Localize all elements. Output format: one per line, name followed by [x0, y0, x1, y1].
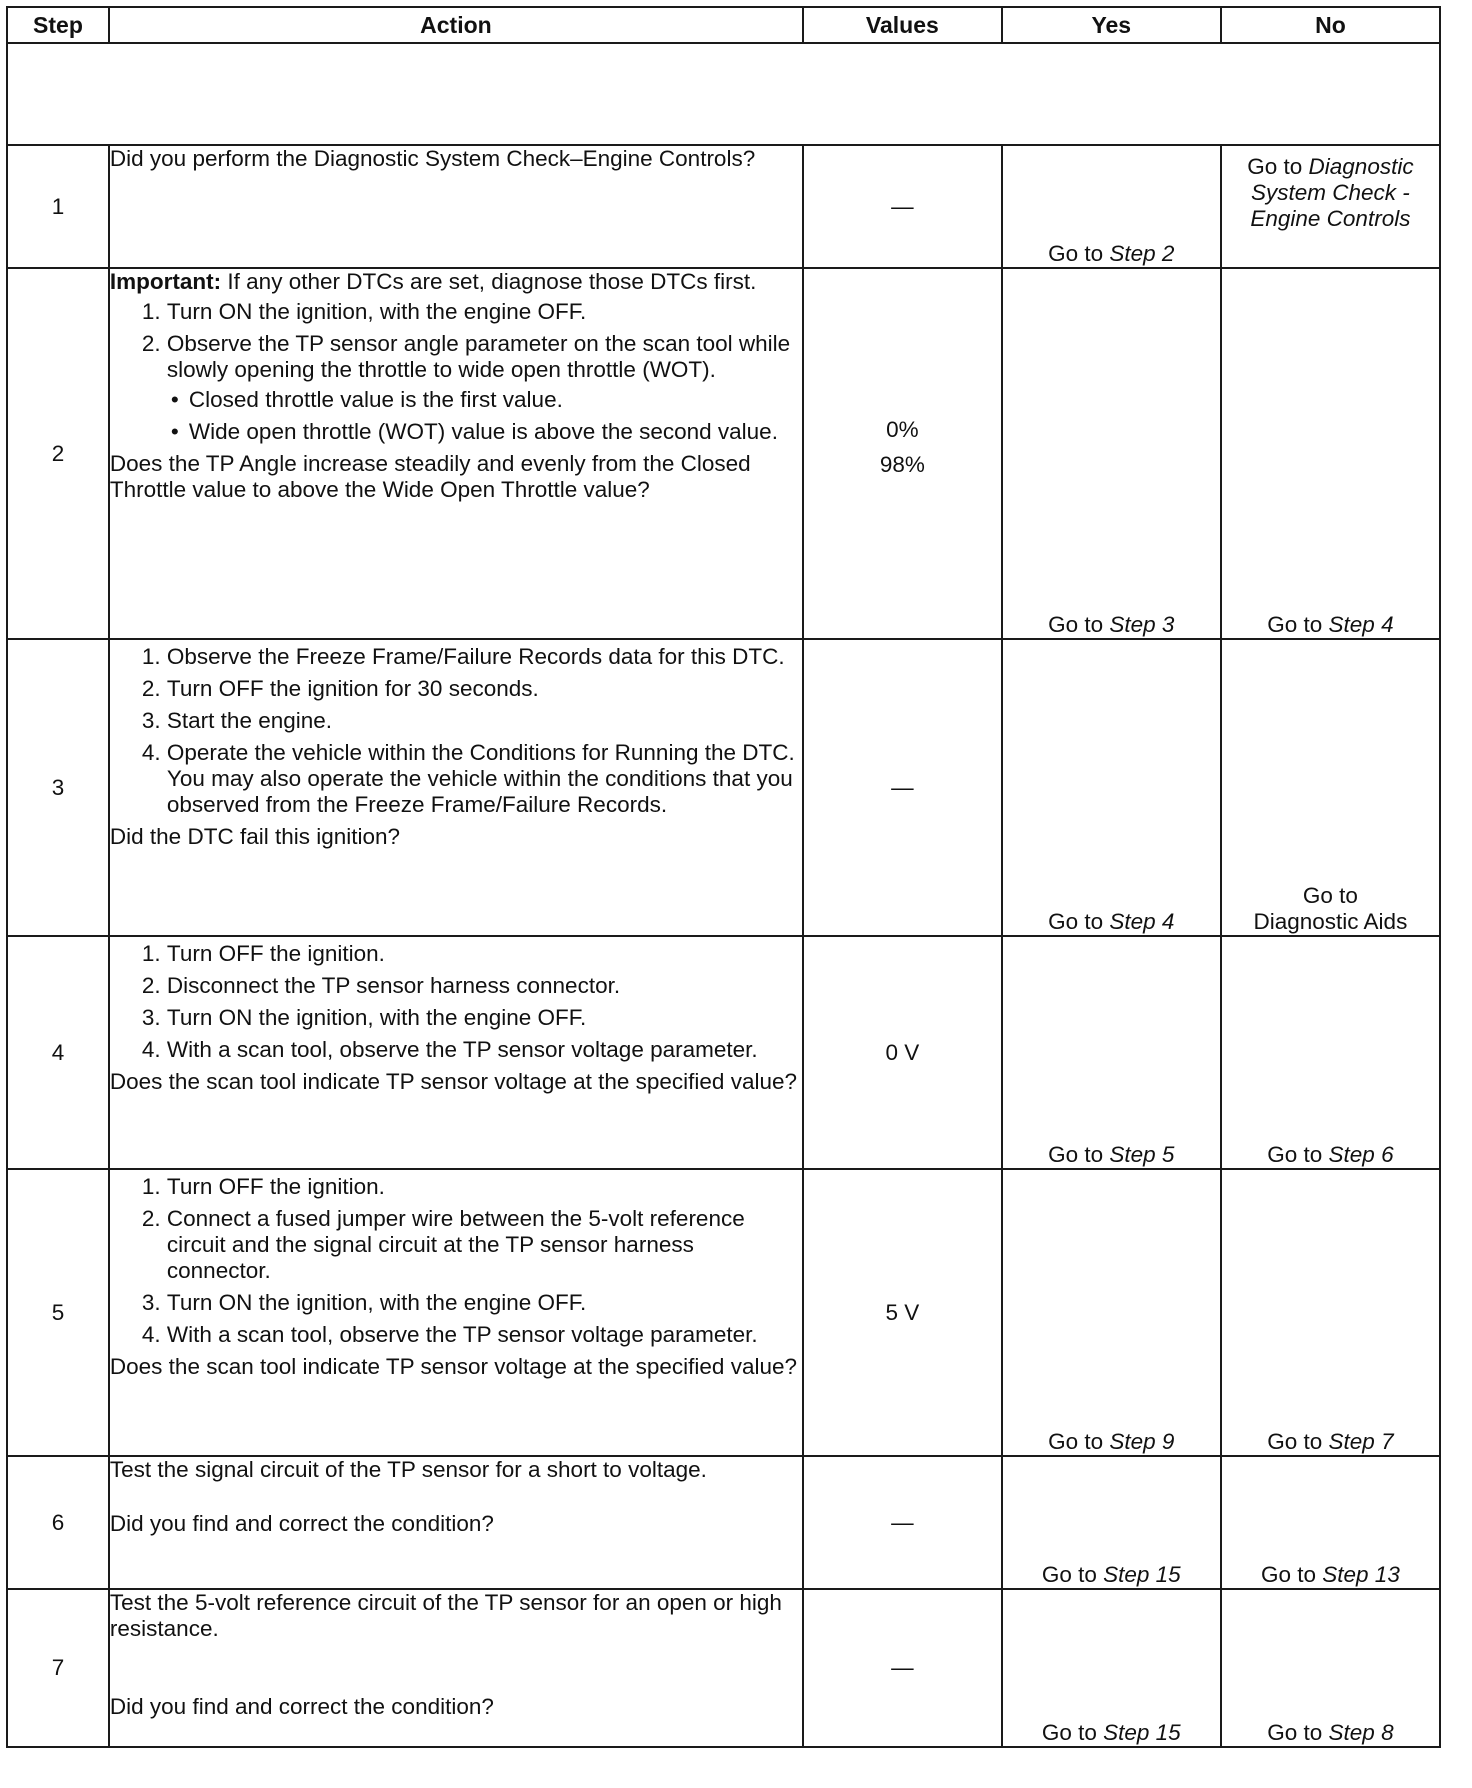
- yes-link[interactable]: Step 4: [1109, 909, 1175, 934]
- procedure-list: [110, 941, 802, 1063]
- table-row-step-6: [7, 1456, 1440, 1589]
- header-values: Values: [803, 7, 1002, 43]
- list-item: 4. Operate the vehicle within the Conditions for Running the DTC. You may also operate the vehicle within the conditions that you observed from the Freeze Frame/Failure Records.: [167, 740, 802, 818]
- list-item: 2. Disconnect the TP sensor harness connector.: [167, 973, 802, 999]
- table-row-step-5: [7, 1169, 1440, 1456]
- no-cell: [1221, 1169, 1440, 1456]
- diagnostic-table: [6, 6, 1441, 1748]
- table-row-step-4: [7, 936, 1440, 1169]
- step-number: 1: [7, 145, 109, 268]
- no-link[interactable]: Step 13: [1322, 1562, 1400, 1587]
- yes-prefix: Go to: [1041, 1562, 1104, 1587]
- list-item: 1. Turn OFF the ignition.: [167, 941, 802, 967]
- no-cell: [1221, 1456, 1440, 1589]
- yes-link[interactable]: Step 15: [1103, 1720, 1181, 1745]
- header-action: Action: [109, 7, 803, 43]
- yes-link[interactable]: Step 5: [1109, 1142, 1175, 1167]
- values-cell: —: [803, 1589, 1002, 1747]
- header-no: No: [1221, 7, 1440, 43]
- list-item: 3. Start the engine.: [167, 708, 802, 734]
- action-cell: [109, 268, 803, 639]
- question-text: Did you find and correct the condition?: [109, 1694, 494, 1719]
- action-text: Did you perform the Diagnostic System Check–Engine Controls?: [109, 146, 756, 171]
- no-prefix: Go to: [1267, 1429, 1329, 1454]
- list-item: 4. With a scan tool, observe the TP sensor voltage parameter.: [167, 1037, 802, 1063]
- yes-link[interactable]: Step 3: [1109, 612, 1175, 637]
- list-item-text: Observe the TP sensor angle parameter on the scan tool while slowly opening the throttle to wide open throttle (WOT).: [166, 331, 791, 382]
- no-line-1: Go to: [1302, 883, 1358, 908]
- no-link[interactable]: Step 4: [1328, 612, 1394, 637]
- bullet-item: • Closed throttle value is the first value.: [189, 387, 802, 413]
- values-cell: 0 V: [803, 936, 1002, 1169]
- yes-cell: [1002, 936, 1221, 1169]
- no-link[interactable]: Step 8: [1328, 1720, 1394, 1745]
- values-cell: —: [803, 639, 1002, 936]
- step-number: 3: [7, 639, 109, 936]
- no-link[interactable]: Diagnostic System Check - Engine Controls: [1250, 154, 1414, 231]
- yes-cell: [1002, 1589, 1221, 1747]
- step-number: 2: [7, 268, 109, 639]
- yes-cell: [1002, 1169, 1221, 1456]
- yes-prefix: Go to: [1048, 241, 1110, 266]
- yes-link[interactable]: Step 9: [1109, 1429, 1175, 1454]
- list-item: 1. Turn ON the ignition, with the engine OFF.: [167, 299, 802, 325]
- header-step: Step: [7, 7, 109, 43]
- blank-row: [7, 43, 1440, 145]
- yes-prefix: Go to: [1048, 1142, 1110, 1167]
- question-text: Did you find and correct the condition?: [109, 1511, 494, 1536]
- no-prefix: Go to: [1267, 1720, 1329, 1745]
- question-text: Does the scan tool indicate TP sensor voltage at the specified value?: [109, 1354, 798, 1379]
- header-row: [7, 7, 1440, 43]
- no-cell: [1221, 268, 1440, 639]
- question-text: Does the TP Angle increase steadily and evenly from the Closed Throttle value to above the Wide Open Throttle value?: [109, 451, 751, 502]
- list-item: 2. Turn OFF the ignition for 30 seconds.: [167, 676, 802, 702]
- yes-link[interactable]: Step 15: [1103, 1562, 1181, 1587]
- values-cell: [803, 268, 1002, 639]
- no-link[interactable]: Step 7: [1328, 1429, 1394, 1454]
- yes-cell: [1002, 268, 1221, 639]
- list-item: 4. With a scan tool, observe the TP sensor voltage parameter.: [167, 1322, 802, 1348]
- no-cell: [1221, 145, 1440, 268]
- yes-cell: [1002, 145, 1221, 268]
- list-item: 2. Connect a fused jumper wire between the 5-volt reference circuit and the signal circuit at the TP sensor harness connector.: [167, 1206, 802, 1284]
- value-wot: 98%: [879, 452, 925, 477]
- step-number: 5: [7, 1169, 109, 1456]
- yes-prefix: Go to: [1048, 612, 1110, 637]
- step-number: 7: [7, 1589, 109, 1747]
- value-closed-throttle: 0%: [886, 417, 919, 442]
- action-text: Test the signal circuit of the TP sensor for a short to voltage.: [109, 1457, 707, 1482]
- important-note: [110, 269, 802, 295]
- procedure-list: [110, 644, 802, 818]
- values-cell: —: [803, 145, 1002, 268]
- yes-cell: [1002, 1456, 1221, 1589]
- table-row-step-3: [7, 639, 1440, 936]
- no-prefix: Go to: [1260, 1562, 1323, 1587]
- yes-prefix: Go to: [1048, 1429, 1110, 1454]
- no-prefix: Go to: [1267, 1142, 1329, 1167]
- action-cell: [109, 1589, 803, 1747]
- no-prefix: Go to: [1247, 154, 1309, 179]
- action-cell: [109, 1456, 803, 1589]
- bullet-list: [167, 387, 802, 445]
- no-link[interactable]: Diagnostic Aids: [1253, 909, 1408, 934]
- blank-cell: [7, 43, 1440, 145]
- question-text: Did the DTC fail this ignition?: [109, 824, 401, 849]
- list-item: 1. Turn OFF the ignition.: [167, 1174, 802, 1200]
- header-yes: Yes: [1002, 7, 1221, 43]
- action-cell: [109, 145, 803, 268]
- no-cell: [1221, 936, 1440, 1169]
- step-number: 6: [7, 1456, 109, 1589]
- bullet-item: • Wide open throttle (WOT) value is above the second value.: [189, 419, 802, 445]
- table-row-step-2: [7, 268, 1440, 639]
- values-cell: 5 V: [803, 1169, 1002, 1456]
- question-text: Does the scan tool indicate TP sensor voltage at the specified value?: [109, 1069, 798, 1094]
- list-item: 1. Observe the Freeze Frame/Failure Records data for this DTC.: [167, 644, 802, 670]
- yes-link[interactable]: Step 2: [1109, 241, 1175, 266]
- procedure-list: [110, 299, 802, 445]
- no-cell: [1221, 1589, 1440, 1747]
- yes-prefix: Go to: [1048, 909, 1110, 934]
- table-row-step-1: [7, 145, 1440, 268]
- no-prefix: Go to: [1267, 612, 1329, 637]
- no-cell: [1221, 639, 1440, 936]
- table-row-step-7: [7, 1589, 1440, 1747]
- values-cell: —: [803, 1456, 1002, 1589]
- list-item: 3. Turn ON the ignition, with the engine OFF.: [167, 1290, 802, 1316]
- no-link[interactable]: Step 6: [1328, 1142, 1394, 1167]
- list-item: [167, 331, 802, 445]
- procedure-list: [110, 1174, 802, 1348]
- step-number: 4: [7, 936, 109, 1169]
- yes-cell: [1002, 639, 1221, 936]
- list-item: 3. Turn ON the ignition, with the engine OFF.: [167, 1005, 802, 1031]
- important-label: Important:: [109, 269, 222, 294]
- action-text: Test the 5-volt reference circuit of the TP sensor for an open or high resistance.: [109, 1590, 782, 1641]
- important-text: If any other DTCs are set, diagnose those DTCs first.: [221, 269, 757, 294]
- yes-prefix: Go to: [1041, 1720, 1104, 1745]
- action-cell: [109, 936, 803, 1169]
- action-cell: [109, 1169, 803, 1456]
- action-cell: [109, 639, 803, 936]
